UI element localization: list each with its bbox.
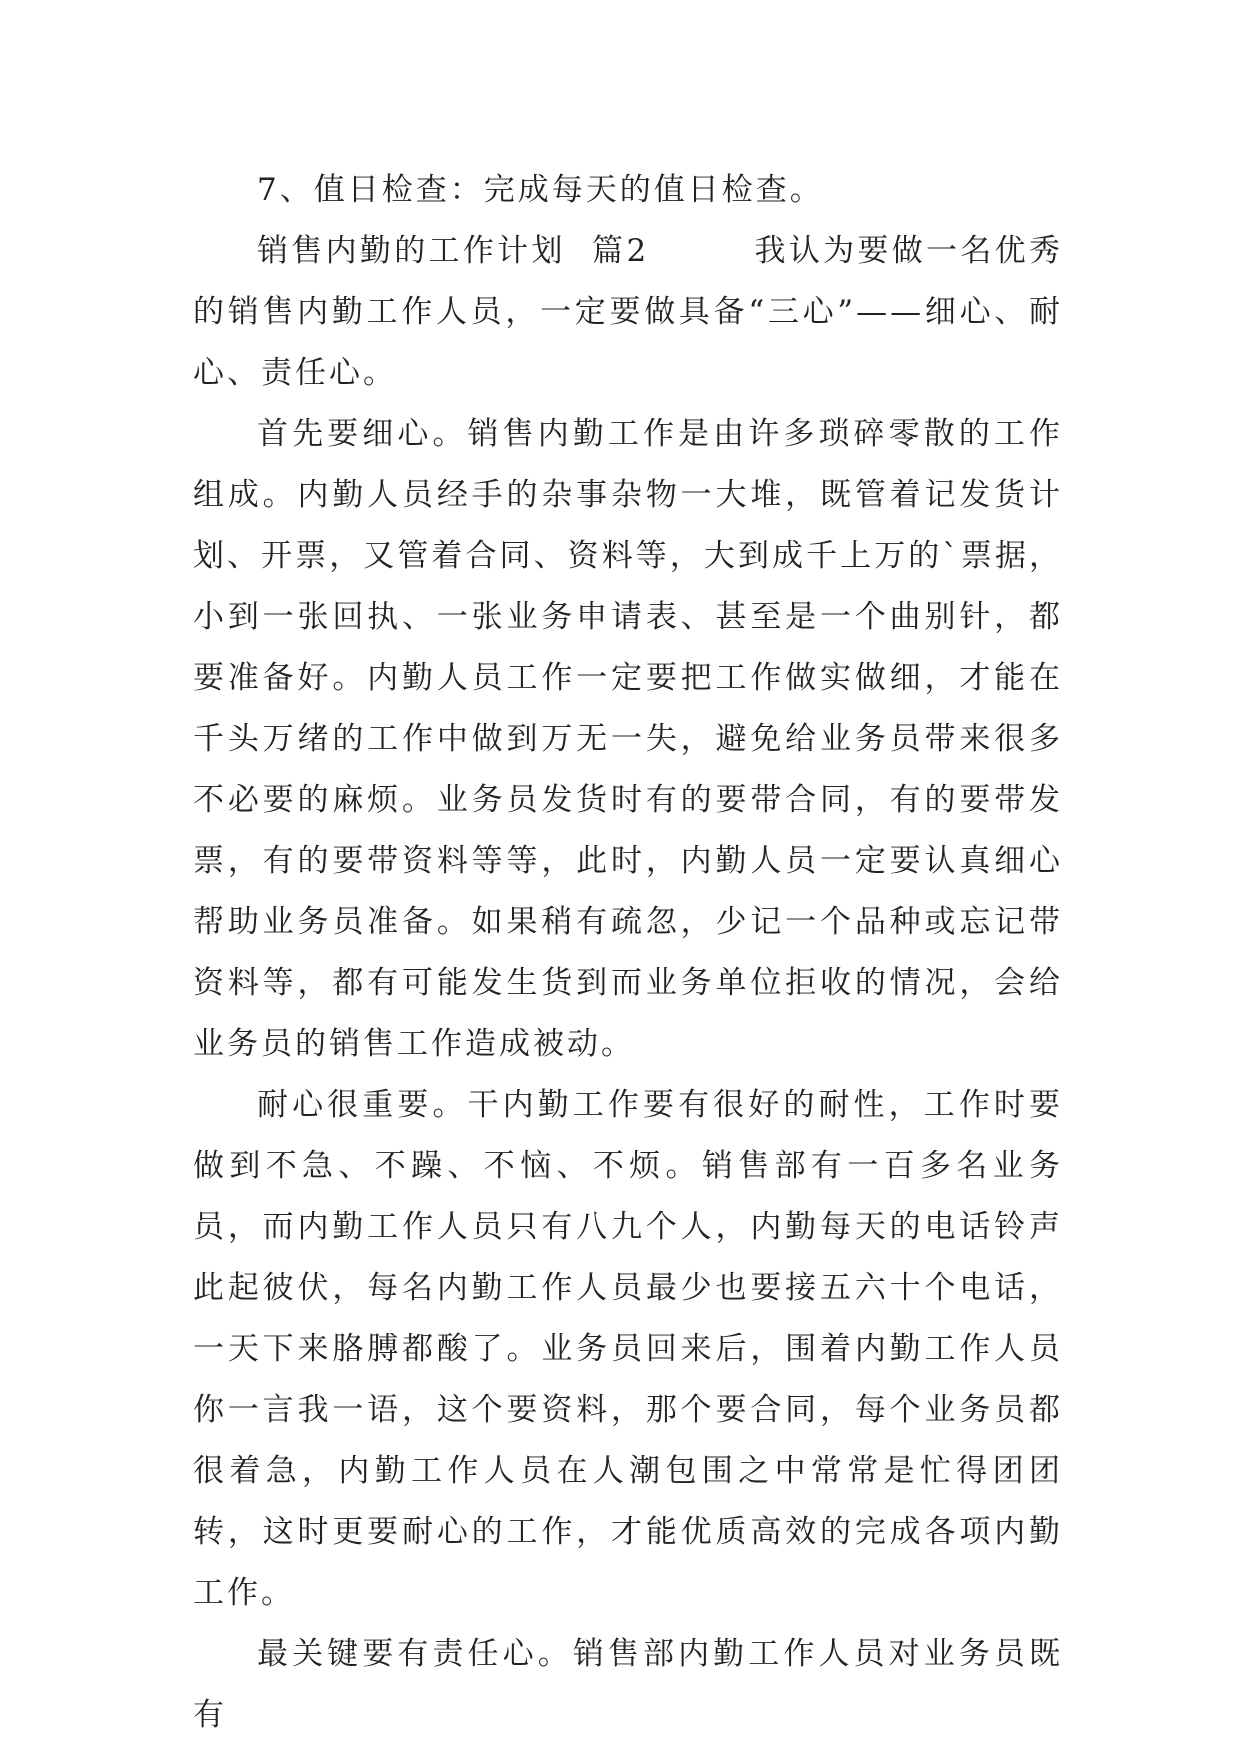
paragraph-responsibility: 最关键要有责任心。销售部内勤工作人员对业务员既有 — [193, 1636, 1063, 1733]
document-body — [193, 160, 1063, 1746]
paragraph-patience: 耐心很重要。干内勤工作要有很好的耐性，工作时要做到不急、不躁、不恼、不烦。销售部有一百多名业务员，而内勤工作人员只有八九个人，内勤每天的电话铃声此起彼伏，每名内勤工作人员最少也要接五六十个电话，一天下来胳膊都酸了。业务员回来后，围着内勤工作人员你一言我一语，这个要资料，那个要合同，每个业务员都很着急，内勤工作人员在人潮包围之中常常是忙得团团转，这时更要耐心的工作，才能优质高效的完成各项内勤工作。 — [193, 1087, 1063, 1611]
paragraph-carefulness: 首先要细心。销售内勤工作是由许多琐碎零散的工作组成。内勤人员经手的杂事杂物一大堆，既管着记发货计划、开票，又管着合同、资料等，大到成千上万的`票据，小到一张回执、一张业务申请表、甚至是一个曲别针，都要准备好。内勤人员工作一定要把工作做实做细，才能在千头万绪的工作中做到万无一失，避免给业务员带来很多不必要的麻烦。业务员发货时有的要带合同，有的要带发票，有的要带资料等等，此时，内勤人员一定要认真细心帮助业务员准备。如果稍有疏忽，少记一个品种或忘记带资料等，都有可能发生货到而业务单位拒收的情况，会给业务员的销售工作造成被动。 — [193, 416, 1063, 1062]
paragraph-plan-intro: 销售内勤的工作计划 篇2 我认为要做一名优秀的销售内勤工作人员，一定要做具备“三心”——细心、耐心、责任心。 — [193, 233, 1063, 391]
paragraph-duty-check: 7、值日检查：完成每天的值日检查。 — [257, 172, 824, 208]
